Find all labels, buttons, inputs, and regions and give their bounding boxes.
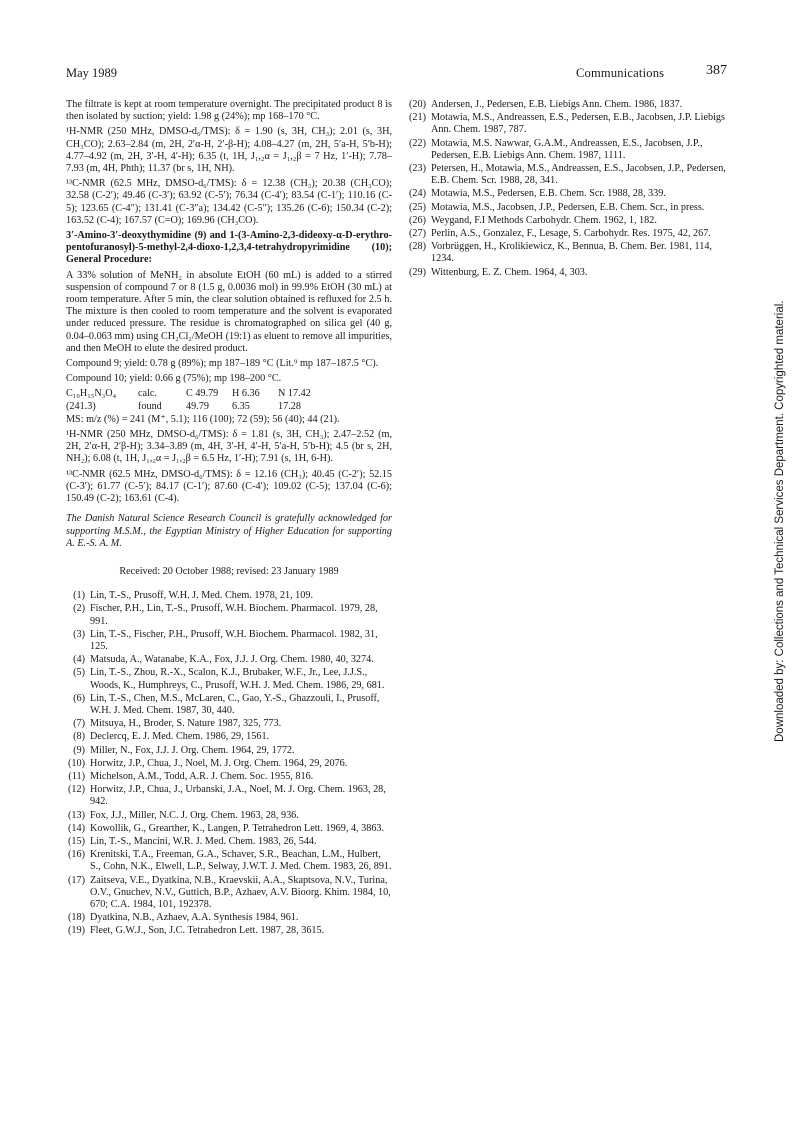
reference-item (66, 654, 392, 666)
reference-number: (27) (409, 228, 426, 240)
reference-item (66, 667, 392, 691)
procedure-title: 3′-Amino-3′-deoxythymidine (9) and 1-(3-Amino-2,3-dideoxy-α-D-erythro-pentofuranosyl)-5-methyl-2,4-dioxo-1,2,3,4-tetrahydropyrimidine (10); General Procedure: (66, 230, 392, 266)
reference-item (407, 138, 733, 162)
formula-text: C₁₀H₁₅N₃O₄ (66, 388, 117, 400)
reference-item (407, 228, 733, 240)
reference-number: (22) (409, 137, 426, 149)
reference-text: Lin, T.-S., Zhou, R.-X., Scalon, K.J., Brubaker, W.F., Jr., Lee, J.J.S., Woods, K., Humphreys, C., Prusoff, W.H. J. Med. Chem. 1986, 29, 681. (90, 667, 385, 691)
found-n: 17.28 (278, 400, 301, 412)
reference-item (407, 267, 733, 279)
filtrate-paragraph: The filtrate is kept at room temperature overnight. The precipitated product 8 is then isolated by suction; yield: 1.98 g (24%); mp 168–170 °C. (66, 99, 392, 123)
reference-number: (19) (68, 925, 85, 937)
reference-item (66, 875, 392, 912)
reference-text: Lin, T.-S., Fischer, P.H., Prusoff, W.H. Biochem. Pharmacol. 1982, 31, 125. (90, 628, 378, 652)
reference-number: (17) (68, 874, 85, 886)
mass-spec: MS: m/z (%) = 241 (M⁺, 5.1); 116 (100); 72 (59); 56 (40); 44 (21). (66, 413, 340, 425)
reference-number: (28) (409, 241, 426, 253)
reference-number: (25) (409, 201, 426, 213)
reference-number: (10) (68, 757, 85, 769)
reference-number: (23) (409, 163, 426, 175)
reference-text: Lin, T.-S., Chen, M.S., McLaren, C., Gao, Y.-S., Ghazzouli, I., Prusoff, W.H. J. Med. Chem. 1987, 30, 440. (90, 692, 380, 716)
reference-number: (13) (68, 809, 85, 821)
reference-number: (9) (73, 744, 85, 756)
reference-item (66, 603, 392, 627)
found-h: 6.35 (232, 400, 250, 412)
reference-item (66, 718, 392, 730)
section-name: Communications (576, 66, 665, 80)
reference-item (66, 849, 392, 873)
reference-text: Lin, T.-S., Mancini, W.R. J. Med. Chem. 1983, 26, 544. (90, 835, 317, 847)
calc-c: C 49.79 (186, 388, 219, 400)
reference-text: Weygand, F.I Methods Carbohydr. Chem. 1962, 1, 182. (431, 214, 657, 226)
reference-number: (14) (68, 822, 85, 834)
reference-item (66, 693, 392, 717)
running-date: May 1989 (66, 66, 118, 80)
reference-text: Horwitz, J.P., Chua, J., Noel, M. J. Org. Chem. 1964, 29, 2076. (90, 757, 348, 769)
reference-number: (18) (68, 912, 85, 924)
reference-item (407, 202, 733, 214)
reference-number: (12) (68, 784, 85, 796)
reference-number: (16) (68, 849, 85, 861)
reference-text: Declercq, E. J. Med. Chem. 1986, 29, 1561. (90, 731, 270, 743)
reference-text: Vorbrüggen, H., Krolikiewicz, K., Bennua, B. Chem. Ber. 1981, 114, 1234. (431, 241, 712, 265)
reference-number: (11) (68, 770, 85, 782)
reference-text: Motawia, M.S., Pedersen, E.B. Chem. Scr. 1988, 28, 339. (431, 188, 666, 200)
reference-number: (5) (73, 667, 85, 679)
reference-text: Motawia, M.S. Nawwar, G.A.M., Andreassen, E.S., Jacobsen, J.P., Pedersen, E.B. Liebigs Ann. Chem. 1987, 1111. (431, 137, 703, 161)
cnmr-compound-10: ¹³C-NMR (62.5 MHz, DMSO-d₆/TMS): δ = 12.16 (CH₃); 40.45 (C-2′); 52.15 (C-3′); 61.77 (C-5′); 84.17 (C-1′); 87.60 (C-4′); 109.02 (C-5); 137.04 (C-6); 150.49 (C-2); 163.61 (C-4). (66, 468, 392, 505)
found-label: found (138, 400, 162, 412)
received-date: Received: 20 October 1988; revised: 23 January 1989 (119, 565, 339, 577)
hnmr-compound-10: ¹H-NMR (250 MHz, DMSO-d₆/TMS): δ = 1.81 (s, 3H, CH₃); 2.47–2.52 (m, 2H, 2′α-H, 2′β-H); 3.34–3.89 (m, 4H, 3′-H, 4′-H, 5′a-H, 5′b-H); 4.5 (br s, 2H, NH₂); 6.08 (t, 1H, J₁,₂α = J₁,₂β = 6.5 Hz, 1′-H); 7.91 (s, 1H, 6-H). (66, 429, 392, 465)
reference-text: Horwitz, J.P., Chua, J., Urbanski, J.A., Noel, M. J. Org. Chem. 1963, 28, 942. (90, 784, 386, 808)
found-c: 49.79 (186, 400, 209, 412)
acknowledgement: The Danish Natural Science Research Council is gratefully acknowledged for supporting M.S.M., the Egyptian Ministry of Higher Education for supporting A. E.-S. A. M. (66, 513, 392, 549)
reference-text: Wittenburg, E. Z. Chem. 1964, 4, 303. (431, 266, 588, 278)
reference-number: (29) (409, 266, 426, 278)
procedure-paragraph: A 33% solution of MeNH₂ in absolute EtOH (60 mL) is added to a stirred suspension of compound 7 or 8 (1.5 g, 0.0036 mol) in 99.9% EtOH (30 mL) at room temperature. After 5 min, the clear solution obtained is refluxed for 2.5 h. The mixture is then cooled to room temperature and the solvent is evaporated under reduced pressure. The residue is chromatographed on silica gel (40 g, 0.04–0.063 mm) using CH₂Cl₂/MeOH (19:1) as eluent to remove all impurities, and then MeOH to elute the desired product. (66, 269, 392, 354)
reference-text: Michelson, A.M., Todd, A.R. J. Chem. Soc. 1955, 816. (90, 770, 314, 782)
reference-item (66, 836, 392, 848)
reference-item (66, 823, 392, 835)
reference-text: Dyatkina, N.B., Azhaev, A.A. Synthesis 1984, 961. (90, 912, 299, 924)
download-notice: Downloaded by: Collections and Technical Services Department. Copyrighted material. (774, 300, 786, 742)
reference-item (407, 99, 733, 111)
reference-item (407, 215, 733, 227)
reference-item (66, 784, 392, 808)
calc-h: H 6.36 (232, 388, 260, 400)
reference-number: (15) (68, 835, 85, 847)
reference-text: Miller, N., Fox, J.J. J. Org. Chem. 1964, 29, 1772. (90, 744, 295, 756)
reference-text: Andersen, J., Pedersen, E.B. Liebigs Ann. Chem. 1986, 1837. (431, 99, 683, 110)
molecular-weight: (241.3) (66, 400, 96, 412)
calc-label: calc. (138, 388, 157, 400)
reference-number: (21) (409, 112, 426, 124)
reference-number: (3) (73, 628, 85, 640)
reference-item (407, 188, 733, 200)
reference-number: (7) (73, 718, 85, 730)
reference-text: Zaitseva, V.E., Dyatkina, N.B., Kraevskii, A.A., Skaptsova, N.V., Turina, O.V., Gnuchev, N.V., Guttich, B.P., Azhaev, A.V. Bioorg. Khim. 1984, 10, 670; C.A. 1984, 101, 192378. (90, 874, 391, 910)
reference-item (66, 731, 392, 743)
reference-item (66, 810, 392, 822)
reference-text: Petersen, H., Motawia, M.S., Andreassen, E.S., Jacobsen, J.P., Pedersen, E.B. Chem. Scr. 1988, 28, 341. (431, 163, 726, 187)
reference-text: Krenitski, T.A., Freeman, G.A., Schaver, S.R., Beachan, L.M., Hulbert, S., Cohn, N.K., Elwell, L.P., Selway, J.W.T. J. Med. Chem. 1983, 26, 891. (90, 849, 392, 873)
reference-text: Motawia, M.S., Jacobsen, J.P., Pedersen, E.B. Chem. Scr., in press. (431, 201, 705, 213)
reference-number: (8) (73, 731, 85, 743)
reference-item (66, 629, 392, 653)
reference-item (407, 112, 733, 136)
reference-number: (24) (409, 188, 426, 200)
reference-text: Kowollik, G., Grearther, K., Langen, P. Tetrahedron Lett. 1969, 4, 3863. (90, 822, 385, 834)
reference-text: Fleet, G.W.J., Son, J.C. Tetrahedron Lett. 1987, 28, 3615. (90, 925, 325, 937)
left-column (66, 99, 392, 939)
reference-text: Fox, J.J., Miller, N.C. J. Org. Chem. 1963, 28, 936. (90, 809, 299, 821)
reference-number: (4) (73, 654, 85, 666)
reference-item (66, 912, 392, 924)
compound-9-data: Compound 9; yield: 0.78 g (89%); mp 187–189 °C (Lit.⁹ mp 187–187.5 °C). (66, 358, 379, 370)
page-number: 387 (706, 63, 727, 78)
reference-text: Motawia, M.S., Andreassen, E.S., Pedersen, E.B., Jacobsen, J.P. Liebigs Ann. Chem. 1987, 787. (431, 112, 725, 136)
reference-item (66, 590, 392, 602)
reference-list-left (66, 590, 392, 937)
reference-number: (20) (409, 99, 426, 110)
hnmr-compound-8: ¹H-NMR (250 MHz, DMSO-d₆/TMS): δ = 1.90 (s, 3H, CH₃); 2.01 (s, 3H, CH₃CO); 2.63–2.84 (m, 2H, 2′α-H, 2′-β-H); 4.08–4.27 (m, 2H, 5′a-H, 5′b-H); 4.77–4.92 (m, 2H, 3′-H, 4′-H); 6.35 (t, 1H, J₁,₂α = J₁,₂β = 7 Hz, 1′-H); 7.78–7.93 (m, 4H, Phth); 11.37 (br s, 1H, NH). (66, 126, 392, 175)
reference-text: Mitsuya, H., Broder, S. Nature 1987, 325, 773. (90, 718, 282, 730)
reference-item (66, 758, 392, 770)
reference-item (407, 241, 733, 265)
reference-text: Matsuda, A., Watanabe, K.A., Fox, J.J. J. Org. Chem. 1980, 40, 3274. (90, 654, 374, 666)
cnmr-compound-8: ¹³C-NMR (62.5 MHz, DMSO-d₆/TMS): δ = 12.38 (CH₃); 20.38 (CH₃CO); 32.58 (C-2′); 49.46 (C-3′); 63.92 (C-5′); 76.34 (C-4′); 83.54 (C-1′); 110.16 (C-5); 123.65 (C-4″); 131.41 (C-3″a); 134.42 (C-5″); 135.26 (C-6); 150.34 (C-2); 163.52 (C-4); 167.57 (C=O); 169.96 (CH₃CO). (66, 178, 392, 226)
calc-n: N 17.42 (278, 388, 311, 400)
reference-number: (6) (73, 692, 85, 704)
right-column (407, 99, 733, 280)
reference-list-right (407, 99, 733, 279)
reference-text: Lin, T.-S., Prusoff, W.H. J. Med. Chem. 1978, 21, 109. (90, 590, 313, 602)
reference-number: (26) (409, 214, 426, 226)
reference-item (66, 745, 392, 757)
compound-10-data: Compound 10; yield: 0.66 g (75%); mp 198–200 °C. (66, 373, 282, 385)
reference-item (407, 163, 733, 187)
reference-text: Fischer, P.H., Lin, T.-S., Prusoff, W.H. Biochem. Pharmacol. 1979, 28, 991. (90, 603, 378, 627)
reference-number: (1) (73, 590, 85, 602)
reference-item (66, 925, 392, 937)
reference-text: Perlin, A.S., Gonzalez, F., Lesage, S. Carbohydr. Res. 1975, 42, 267. (431, 228, 711, 240)
elemental-analysis (66, 388, 392, 412)
reference-number: (2) (73, 603, 85, 615)
reference-item (66, 771, 392, 783)
